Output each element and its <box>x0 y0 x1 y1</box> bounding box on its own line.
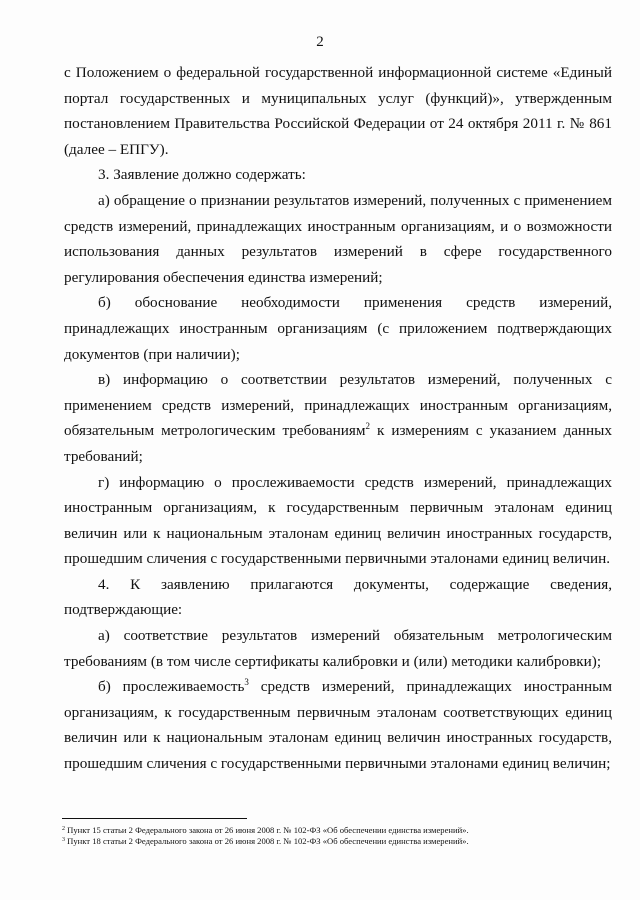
footnote-mark: 3 <box>62 837 65 843</box>
paragraph-item-3v-tail: к измерениям с указанием данных требований; <box>64 422 612 465</box>
paragraph-item-3-heading: 3. Заявление должно содержать: <box>98 166 306 184</box>
footnote <box>62 836 612 847</box>
paragraph-epgu-reference: с Положением о федеральной государственной информационной системе «Единый портал государственных и муниципальных услуг (функций)», утвержденным постановлением Правительства Российской Федерации от 24 октября 2011 г. № 861 (далее – ЕПГУ). <box>64 64 612 158</box>
footnote-mark: 2 <box>62 826 65 832</box>
paragraph-item-4b-text: б) прослеживаемость <box>98 678 245 696</box>
paragraph-item-4b <box>64 674 612 776</box>
paragraph-item-3v <box>64 367 612 469</box>
page-number: 2 <box>316 34 324 50</box>
footnotes <box>62 825 612 847</box>
paragraph-item-3v-text: в) информацию о соответствии результатов измерений, полученных с применением средств измерений, принадлежащих иностранным организациям, обязательным метрологическим требованиям <box>64 371 612 440</box>
footnote-ref-2: 2 <box>365 421 370 432</box>
footnote-text: Пункт 15 статьи 2 Федерального закона от 26 июня 2008 г. № 102-ФЗ «Об обеспечении единства измерений». <box>65 825 469 835</box>
paragraph-item-4b-tail: средств измерений, принадлежащих иностранным организациям, к государственным первичным эталонам соответствующих единиц величин или к национальным эталонам единиц величин иностранных государств, прошедшим сличения с государственными первичными эталонами единиц величин; <box>64 678 612 773</box>
paragraph-item-3a: а) обращение о признании результатов измерений, полученных с применением средств измерений, принадлежащих иностранным организациям, и о возможности использования данных результатов измерений в сфере государственного регулирования обеспечения единства измерений; <box>64 191 612 286</box>
paragraph-item-4a: а) соответствие результатов измерений обязательным метрологическим требованиям (в том числе сертификаты калибровки и (или) методики калибровки); <box>64 627 612 670</box>
footnote-text: Пункт 18 статьи 2 Федерального закона от 26 июня 2008 г. № 102-ФЗ «Об обеспечении единства измерений». <box>65 836 469 846</box>
paragraph-item-3g: г) информацию о прослеживаемости средств измерений, принадлежащих иностранным организациям, к государственным первичным эталонам единиц величин или к национальным эталонам единиц величин иностранных государств, прошедшим сличения с государственными первичными эталонами единиц величин. <box>64 473 612 568</box>
footnote <box>62 825 612 836</box>
paragraph-item-3b: б) обоснование необходимости применения средств измерений, принадлежащих иностранным организациям (с приложением подтверждающих документов (при наличии); <box>64 294 612 363</box>
footnote-ref-3: 3 <box>244 677 249 688</box>
footnote-divider <box>62 818 247 819</box>
paragraph-item-4-heading: 4. К заявлению прилагаются документы, содержащие сведения, подтверждающие: <box>64 575 612 619</box>
document-body <box>64 60 612 777</box>
